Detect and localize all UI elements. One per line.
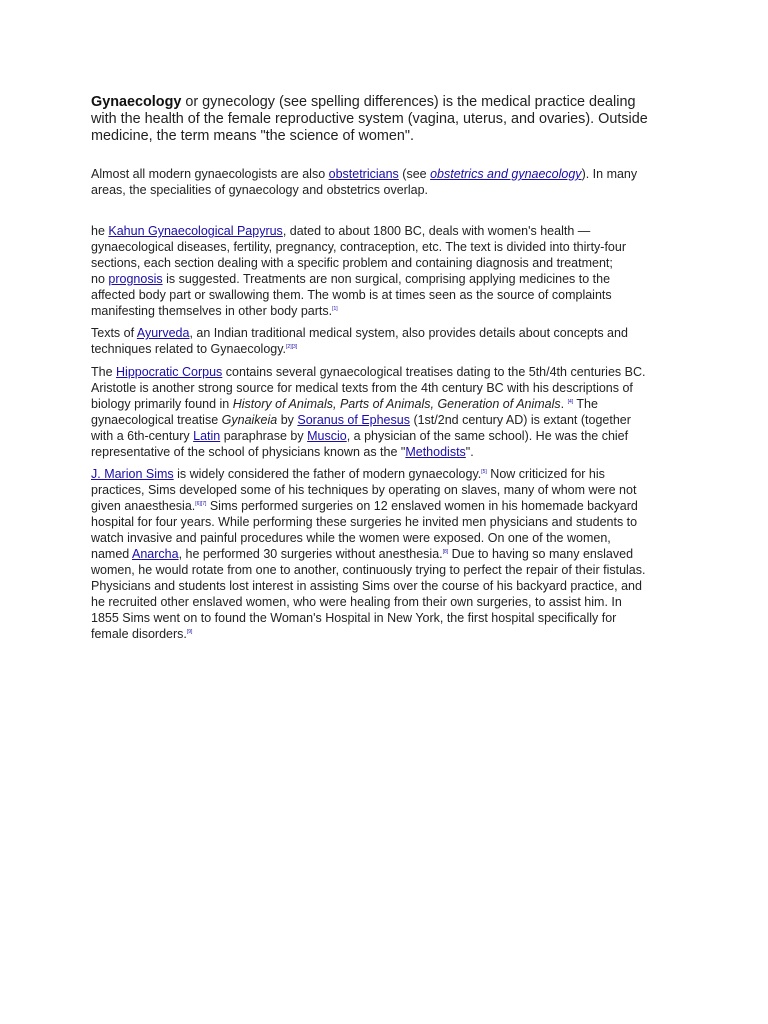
text-run: paraphrase by	[220, 429, 308, 443]
text-run: no	[91, 272, 109, 286]
text-run: named	[91, 547, 133, 561]
text-run: is suggested. Treatments are non surgical, comprising applying medicines to the	[162, 272, 611, 286]
text-run: ".	[465, 445, 474, 459]
citation-link[interactable]: [4]	[567, 399, 574, 405]
link-methodists[interactable]: Methodists	[405, 445, 466, 459]
text-line: areas, the specialities of gynaecology and obstetrics overlap.	[91, 183, 428, 197]
intro-term: Gynaecology	[91, 94, 182, 110]
link-muscio[interactable]: Muscio	[307, 429, 347, 443]
ayurveda-paragraph	[91, 325, 691, 357]
citation-link[interactable]: [5]	[481, 469, 487, 475]
text-line: women, he would rotate from one to another, continuously trying to perfect the repair of their fistulas.	[91, 563, 646, 577]
intro-paragraph	[91, 94, 691, 145]
text-run: contains several gynaecological treatises dating to the 5th/4th centuries BC.	[222, 365, 646, 379]
text-run: (see	[398, 167, 431, 181]
text-run: Almost all modern gynaecologists are also	[91, 167, 329, 181]
citation-link[interactable]: [6][7]	[195, 501, 207, 507]
text-run: with a 6th-century	[91, 429, 194, 443]
text-run: he	[91, 224, 109, 238]
citation-link[interactable]: [1]	[332, 306, 338, 312]
text-line: 1855 Sims went on to found the Woman's Hospital in New York, the first hospital specifically for	[91, 611, 617, 625]
text-run: , an Indian traditional medical system, also provides details about concepts and	[189, 326, 628, 340]
link-kahun-papyrus[interactable]: Kahun Gynaecological Papyrus	[108, 224, 283, 238]
text-run: .	[560, 397, 568, 411]
text-run: Texts of	[91, 326, 137, 340]
text-run: by	[277, 413, 298, 427]
text-line: sections, each section dealing with a specific problem and containing diagnosis and treatment;	[91, 256, 613, 270]
text-line: gynaecological diseases, fertility, pregnancy, contraception, etc. The text is divided into thirty-four	[91, 240, 626, 254]
link-obstetrics-and-gynaecology[interactable]: obstetrics and gynaecology	[430, 167, 582, 181]
link-anarcha[interactable]: Anarcha	[132, 547, 179, 561]
italic-title: Gynaikeia	[221, 413, 278, 427]
intro-text: or gynecology (see spelling differences) is the medical practice dealing	[181, 94, 636, 110]
text-run: biology primarily found in	[91, 397, 233, 411]
text-line: watch invasive and painful procedures while the women were exposed. On one of the women,	[91, 531, 611, 545]
text-run: gynaecological treatise	[91, 413, 222, 427]
link-soranus[interactable]: Soranus of Ephesus	[297, 413, 410, 427]
text-run: given anaesthesia.	[91, 499, 196, 513]
text-run: techniques related to Gynaecology.	[91, 342, 287, 356]
citation-link[interactable]: [2][3]	[286, 344, 298, 350]
text-run: representative of the school of physicians known as the "	[91, 445, 406, 459]
hippocratic-paragraph	[91, 364, 691, 460]
link-latin[interactable]: Latin	[193, 429, 221, 443]
link-obstetricians[interactable]: obstetricians	[328, 167, 399, 181]
kahun-paragraph	[91, 223, 691, 319]
link-hippocratic-corpus[interactable]: Hippocratic Corpus	[116, 365, 223, 379]
text-run: is widely considered the father of modern gynaecology.	[173, 467, 482, 481]
intro-line: with the health of the female reproductive system (vagina, uterus, and ovaries). Outside	[91, 111, 648, 127]
italic-title: History of Animals, Parts of Animals, Generation of Animals	[232, 397, 561, 411]
obstetrics-paragraph	[91, 166, 691, 198]
intro-line: medicine, the term means "the science of women".	[91, 128, 414, 144]
citation-link[interactable]: [8]	[442, 549, 449, 555]
text-line: hospital for four years. While performing these surgeries he invited men physicians and students to	[91, 515, 638, 529]
link-marion-sims[interactable]: J. Marion Sims	[91, 467, 174, 481]
text-run: Now criticized for his	[486, 467, 605, 481]
text-run: The	[91, 365, 117, 379]
sims-paragraph	[91, 466, 691, 642]
text-run: Due to having so many enslaved	[448, 547, 634, 561]
citation-link[interactable]: [9]	[186, 629, 193, 635]
text-run: , dated to about 1800 BC, deals with women's health —	[282, 224, 591, 238]
text-run: The	[573, 397, 598, 411]
text-run: (1st/2nd century AD) is extant (together	[409, 413, 631, 427]
text-run: female disorders.	[91, 627, 187, 641]
text-line: affected body part or swallowing them. The womb is at times seen as the source of complaints	[91, 288, 612, 302]
text-run: Sims performed surgeries on 12 enslaved women in his homemade backyard	[206, 499, 638, 513]
link-ayurveda[interactable]: Ayurveda	[136, 326, 190, 340]
text-run: manifesting themselves in other body parts.	[91, 304, 333, 318]
text-line: he recruited other enslaved women, who were healing from their own surgeries, to assist him. In	[91, 595, 622, 609]
text-line: Aristotle is another strong source for medical texts from the 4th century BC with his descriptions of	[91, 381, 633, 395]
text-run: ). In many	[581, 167, 638, 181]
text-run: , he performed 30 surgeries without anesthesia.	[178, 547, 443, 561]
link-prognosis[interactable]: prognosis	[108, 272, 163, 286]
text-line: Physicians and students lost interest in assisting Sims over the course of his backyard practice, and	[91, 579, 642, 593]
text-line: practices, Sims developed some of his techniques by operating on slaves, many of whom were not	[91, 483, 637, 497]
text-run: , a physician of the same school). He was the chief	[346, 429, 629, 443]
